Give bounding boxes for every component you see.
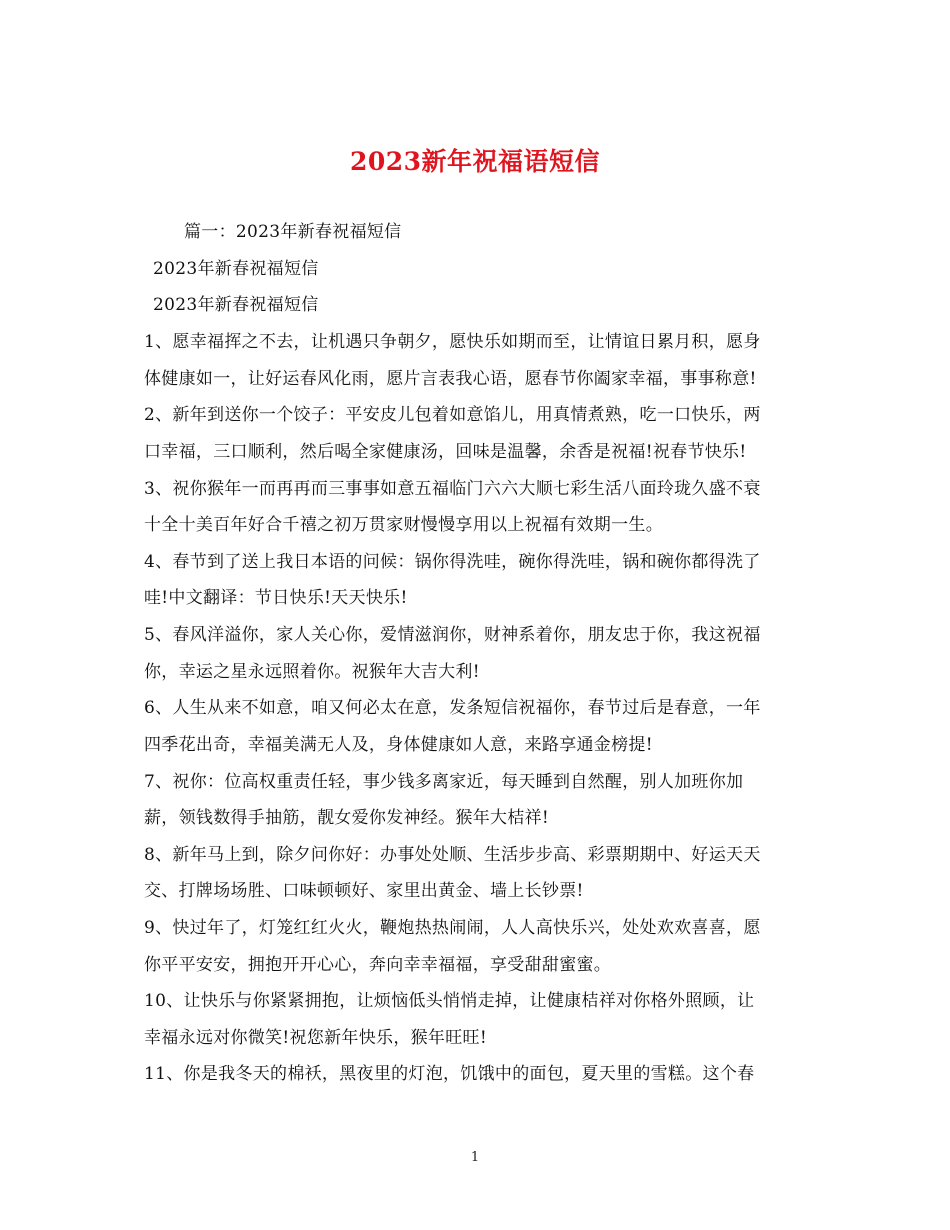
body-line: 你，幸运之星永远照着你。祝猴年大吉大利! bbox=[144, 662, 480, 682]
body-line: 十全十美百年好合千禧之初万贯家财慢慢享用以上祝福有效期一生。 bbox=[144, 515, 663, 535]
body-line: 7、祝你：位高权重责任轻，事少钱多离家近，每天睡到自然醒，别人加班你加 bbox=[144, 772, 744, 792]
body-line: 9、快过年了，灯笼红红火火，鞭炮热热闹闹，人人高快乐兴，处处欢欢喜喜，愿 bbox=[144, 918, 761, 938]
subheading: 2023年新春祝福短信 bbox=[153, 295, 319, 315]
body-line: 交、打牌场场胜、口味顿顿好、家里出黄金、墙上长钞票! bbox=[144, 881, 584, 901]
body-line: 3、祝你猴年一而再再而三事事如意五福临门六六大顺七彩生活八面玲珑久盛不衰 bbox=[144, 479, 761, 499]
body-line: 4、春节到了送上我日本语的问候：锅你得洗哇，碗你得洗哇，锅和碗你都得洗了 bbox=[144, 552, 761, 572]
subheading: 2023年新春祝福短信 bbox=[153, 259, 319, 279]
body-line: 5、春风洋溢你，家人关心你，爱情滋润你，财神系着你，朋友忠于你，我这祝福 bbox=[144, 625, 761, 645]
body-line: 幸福永远对你微笑!祝您新年快乐，猴年旺旺! bbox=[144, 1028, 487, 1048]
body-line: 哇!中文翻译：节日快乐!天天快乐! bbox=[144, 588, 408, 608]
body-line: 8、新年马上到，除夕问你好：办事处处顺、生活步步高、彩票期期中、好运天天 bbox=[144, 845, 761, 865]
body-line: 口幸福，三口顺利，然后喝全家健康汤，回味是温馨，余香是祝福!祝春节快乐! bbox=[144, 442, 747, 462]
section-heading: 篇一：2023年新春祝福短信 bbox=[184, 222, 402, 242]
body-line: 薪，领钱数得手抽筋，靓女爱你发神经。猴年大桔祥! bbox=[144, 808, 550, 828]
body-line: 6、人生从来不如意，咱又何必太在意，发条短信祝福你，春节过后是春意，一年 bbox=[144, 698, 761, 718]
body-line: 10、让快乐与你紧紧拥抱，让烦恼低头悄悄走掉，让健康桔祥对你格外照顾，让 bbox=[144, 991, 755, 1011]
body-line: 你平平安安，拥抱开开心心，奔向幸幸福福，享受甜甜蜜蜜。 bbox=[144, 955, 612, 975]
body-line: 1、愿幸福挥之不去，让机遇只争朝夕，愿快乐如期而至，让情谊日累月积，愿身 bbox=[144, 332, 761, 352]
body-line: 体健康如一，让好运春风化雨，愿片言表我心语，愿春节你阖家幸福，事事称意! bbox=[144, 369, 757, 389]
page-title: 2023新年祝福语短信 bbox=[349, 147, 601, 176]
body-line: 四季花出奇，幸福美满无人及，身体健康如人意，来路享通金榜提! bbox=[144, 735, 653, 755]
body-line: 2、新年到送你一个饺子：平安皮儿包着如意馅儿，用真情煮熟，吃一口快乐，两 bbox=[144, 405, 761, 425]
page-number: 1 bbox=[470, 1150, 480, 1165]
body-line: 11、你是我冬天的棉袄，黑夜里的灯泡，饥饿中的面包，夏天里的雪糕。这个春 bbox=[144, 1064, 755, 1084]
